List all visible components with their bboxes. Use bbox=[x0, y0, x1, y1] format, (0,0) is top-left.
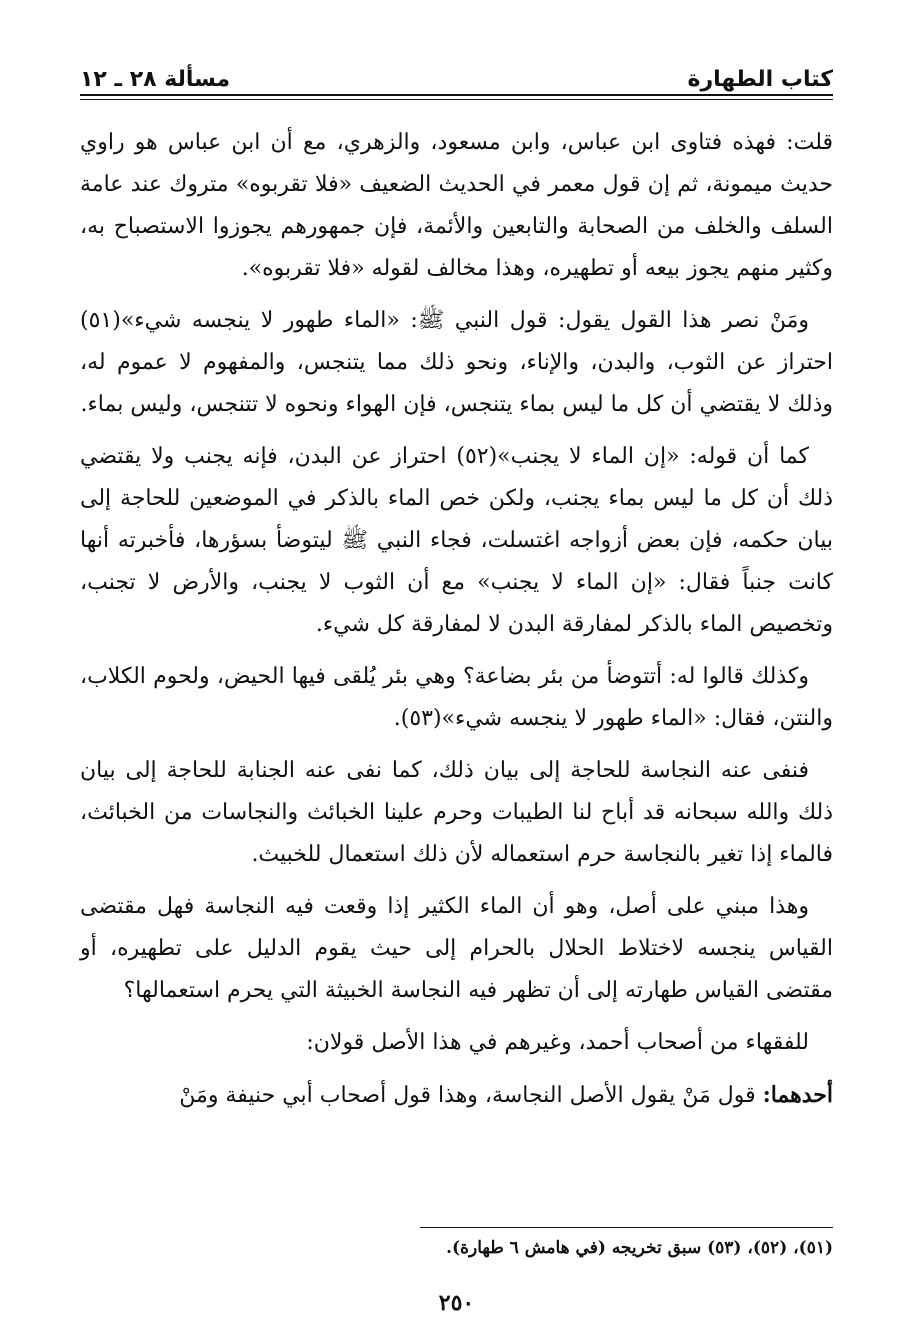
main-text bbox=[80, 122, 833, 1127]
issue-reference: مسألة ٢٨ ـ ١٢ bbox=[80, 67, 231, 92]
book-title: كتاب الطهارة bbox=[687, 67, 833, 92]
paragraph-text: قول مَنْ يقول الأصل النجاسة، وهذا قول أصحاب أبي حنيفة ومَنْ bbox=[179, 1083, 763, 1108]
header-rule-thin bbox=[80, 99, 833, 100]
paragraph: فنفى عنه النجاسة للحاجة إلى بيان ذلك، كما نفى عنه الجنابة للحاجة إلى بيان ذلك والله سبحانه قد أباح لنا الطيبات وحرم علينا الخبائث والنجاسات من الخبائث، فالماء إذا تغير بالنجاسة حرم استعماله لأن ذلك استعمال للخبيث. bbox=[80, 758, 833, 867]
footnote-rule bbox=[420, 1227, 833, 1228]
page-number: ٢٥٠ bbox=[438, 1290, 475, 1316]
paragraph: وكذلك قالوا له: أتتوضأ من بئر بضاعة؟ وهي بئر يُلقى فيها الحيض، ولحوم الكلاب، والنتن، فقال: «الماء طهور لا ينجسه شيء»(٥٣). bbox=[80, 664, 833, 731]
header-rule bbox=[80, 94, 833, 96]
running-header bbox=[80, 52, 833, 92]
footnote: (٥١)، (٥٢)، (٥٣) سبق تخريجه (في هامش ٦ طهارة). bbox=[446, 1238, 833, 1258]
paragraph: وهذا مبني على أصل، وهو أن الماء الكثير إذا وقعت فيه النجاسة فهل مقتضى القياس ينجسه لاختلاط الحلال بالحرام إلى حيث يقوم الدليل على تطهيره، أو مقتضى القياس طهارته إلى أن تظهر فيه النجاسة الخبيثة التي يحرم استعمالها؟ bbox=[80, 894, 833, 1003]
paragraph: ومَنْ نصر هذا القول يقول: قول النبي ﷺ: «الماء طهور لا ينجسه شيء»(٥١) احتراز عن الثوب، والبدن، والإناء، ونحو ذلك مما يتنجس، والمفهوم لا عموم له، وذلك لا يقتضي أن كل ما ليس بماء يتنجس، فإن الهواء ونحوه لا تتنجس، وليس بماء. bbox=[80, 308, 833, 417]
paragraph bbox=[80, 1074, 833, 1117]
paragraph: قلت: فهذه فتاوى ابن عباس، وابن مسعود، والزهري، مع أن ابن عباس هو راوي حديث ميمونة، ثم إن قول معمر في الحديث الضعيف «فلا تقربوه» متروك عند عامة السلف والخلف من الصحابة والتابعين والأئمة، فإن جمهورهم يجوزوا الاستصباح به، وكثير منهم يجوز بيعه أو تطهيره، وهذا مخالف لقوله «فلا تقربوه». bbox=[80, 130, 833, 281]
paragraph: كما أن قوله: «إن الماء لا يجنب»(٥٢) احتراز عن البدن، فإنه يجنب ولا يقتضي ذلك أن كل ما ليس بماء يجنب، ولكن خص الماء بالذكر في الموضعين للحاجة إلى بيان حكمه، فإن بعض أزواجه اغتسلت، فجاء النبي ﷺ ليتوضأ بسؤرها، فأخبرته أنها كانت جنباً فقال: «إن الماء لا يجنب» مع أن الثوب لا يجنب، والأرض لا تجنب، وتخصيص الماء بالذكر لمفارقة البدن لا لمفارقة كل شيء. bbox=[80, 444, 833, 637]
paragraph-lead: أحدهما: bbox=[762, 1082, 833, 1108]
paragraph: للفقهاء من أصحاب أحمد، وغيرهم في هذا الأصل قولان: bbox=[306, 1030, 809, 1055]
